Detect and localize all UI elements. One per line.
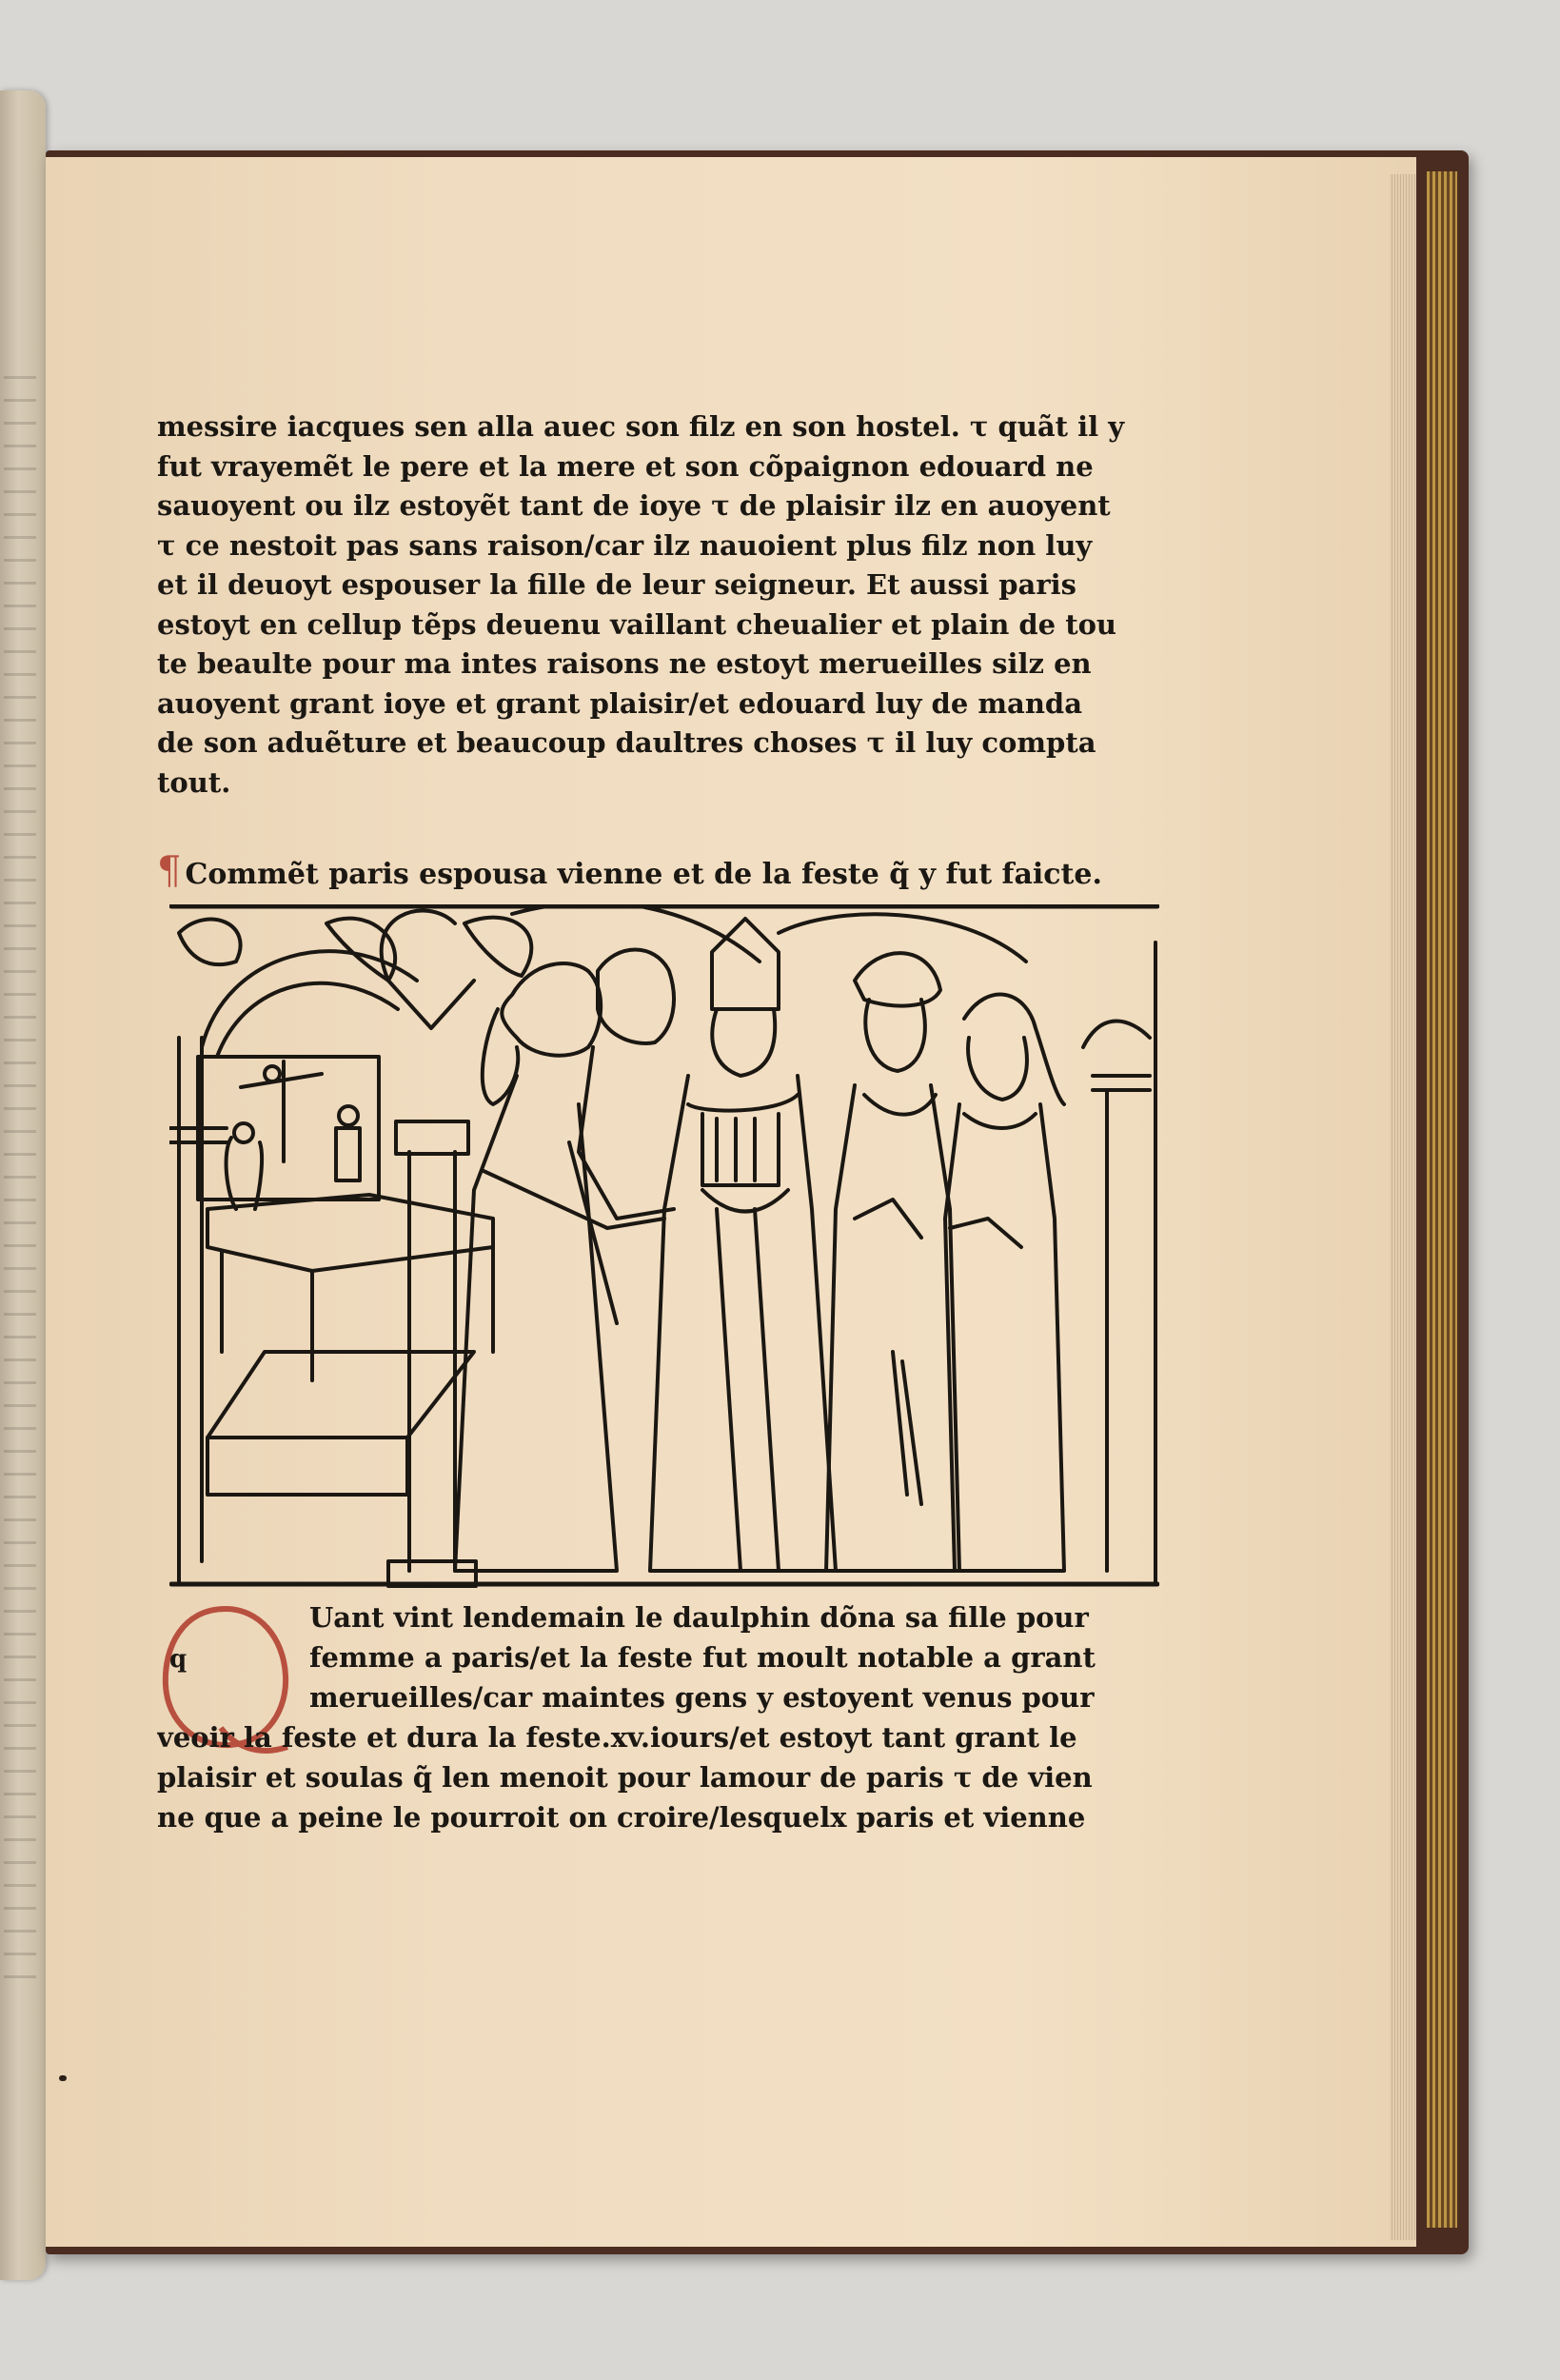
- facing-page-edge: [0, 90, 46, 2280]
- text-line: plaisir et soulas q̃ len menoit pour lamour de paris τ de vien: [157, 1761, 1093, 1794]
- ink-speck: [59, 2075, 67, 2081]
- text-line: merueilles/car maintes gens y estoyent venus pour: [309, 1681, 1095, 1714]
- text-line: ne que a peine le pourroit on croire/lesquelx paris et vienne: [157, 1801, 1086, 1834]
- paragraph-1: [157, 407, 1171, 803]
- page-edges: [1390, 174, 1416, 2240]
- text-line: Uant vint lendemain le daulphin dõna sa fille pour: [309, 1601, 1089, 1634]
- text-line: et il deuoyt espouser la fille de leur seigneur. Et aussi paris: [157, 568, 1076, 601]
- paragraph-2: [157, 1597, 1171, 1837]
- text-line: fut vrayemẽt le pere et la mere et son cõpaignon edouard ne: [157, 449, 1094, 483]
- gilt-edge: [1427, 171, 1457, 2228]
- facing-page-text-shadow: [4, 376, 36, 1994]
- text-line: femme a paris/et la feste fut moult notable a grant: [309, 1641, 1096, 1674]
- text-line: τ ce nestoit pas sans raison/car ilz nauoient plus filz non luy: [157, 528, 1093, 562]
- wedding-scene-woodcut: [169, 904, 1159, 1588]
- text-line: veoir la feste et dura la feste.xv.iours/et estoyt tant grant le: [157, 1721, 1077, 1754]
- chapter-heading-text: Commẽt paris espousa vienne et de la feste q̃ y fut faicte.: [185, 858, 1102, 891]
- text-line: de son aduẽture et beaucoup daultres choses τ il luy compta: [157, 726, 1096, 759]
- pilcrow-icon: ¶: [157, 849, 182, 893]
- chapter-heading: [157, 849, 1175, 894]
- text-line: te beaulte pour ma intes raisons ne estoyt merueilles silz en: [157, 647, 1092, 680]
- text-line: messire iacques sen alla auec son filz en son hostel. τ quãt il y: [157, 410, 1125, 443]
- woodcut-illustration: [169, 904, 1159, 1588]
- text-line: tout.: [157, 765, 231, 799]
- guide-letter: q: [169, 1645, 188, 1674]
- text-line: auoyent grant ioye et grant plaisir/et edouard luy de manda: [157, 686, 1082, 720]
- text-line: sauoyent ou ilz estoyẽt tant de ioye τ de plaisir ilz en auoyent: [157, 489, 1111, 522]
- text-line: estoyt en cellup tẽps deuenu vaillant cheualier et plain de tou: [157, 607, 1117, 641]
